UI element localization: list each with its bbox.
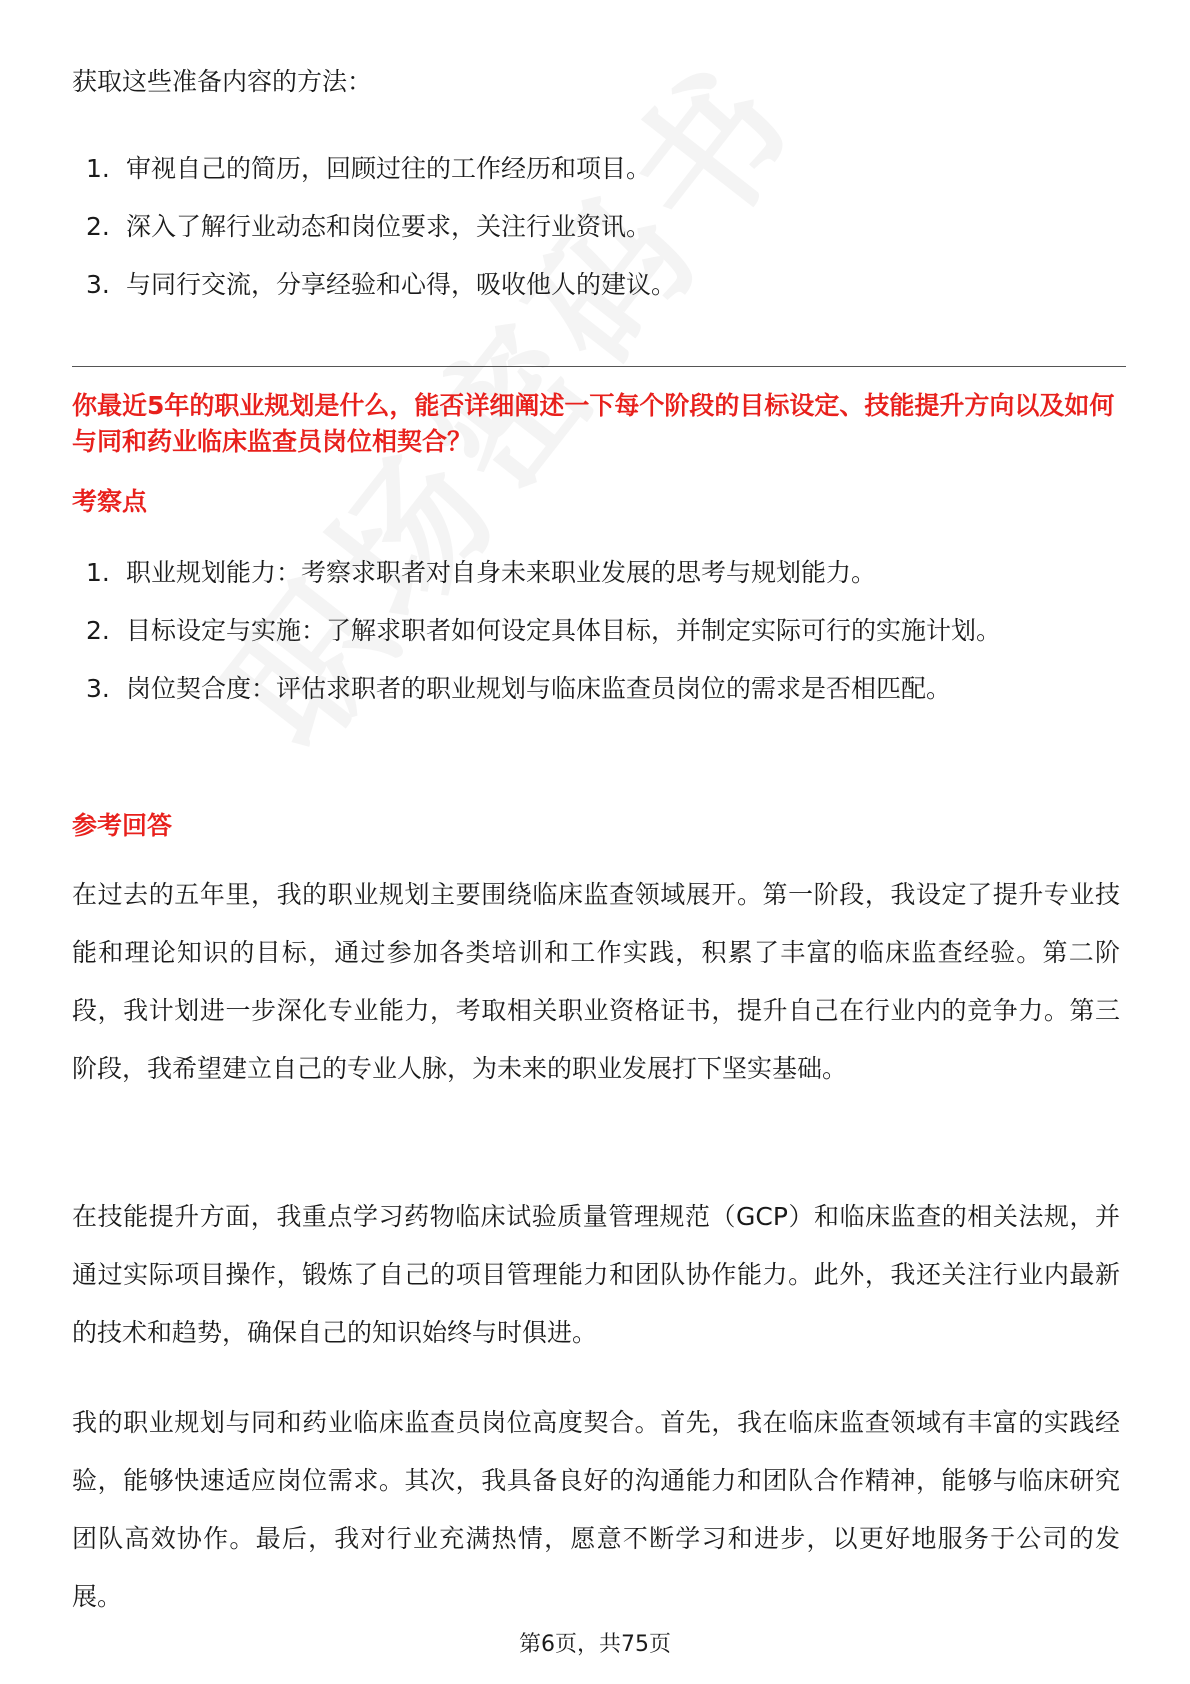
answer-paragraph: 在技能提升方面，我重点学习药物临床试验质量管理规范（GCP）和临床监查的相关法规，并通过实际项目操作，锻炼了自己的项目管理能力和团队协作能力。此外，我还关注行业内最新的技术和趋势，确保自己的知识始终与时俱进。 [72,1202,1120,1347]
list-item [72,602,1112,660]
methods-list [72,140,1112,314]
list-item-text: 审视自己的简历，回顾过往的工作经历和项目。 [126,154,652,183]
exam-points-list [72,544,1112,718]
list-item [72,140,1112,198]
answer-paragraph: 我的职业规划与同和药业临床监查员岗位高度契合。首先，我在临床监查领域有丰富的实践经验，能够快速适应岗位需求。其次，我具备良好的沟通能力和团队合作精神，能够与临床研究团队高效协作。最后，我对行业充满热情，愿意不断学习和进步，以更好地服务于公司的发展。 [72,1408,1120,1611]
list-item-text: 岗位契合度：评估求职者的职业规划与临床监查员岗位的需求是否相匹配。 [126,674,952,703]
list-item-text: 与同行交流，分享经验和心得，吸收他人的建议。 [126,270,677,299]
list-item [72,256,1112,314]
methods-intro: 获取这些准备内容的方法： [72,67,373,96]
list-number: 3. [86,270,110,299]
list-number: 3. [86,674,110,703]
list-item-text: 深入了解行业动态和岗位要求，关注行业资讯。 [126,212,652,241]
page-number-footer: 第6页，共75页 [519,1632,671,1657]
answer-paragraph: 在过去的五年里，我的职业规划主要围绕临床监查领域展开。第一阶段，我设定了提升专业技能和理论知识的目标，通过参加各类培训和工作实践，积累了丰富的临床监查经验。第二阶段，我计划进一步深化专业能力，考取相关职业资格证书，提升自己在行业内的竞争力。第三阶段，我希望建立自己的专业人脉，为未来的职业发展打下坚实基础。 [72,880,1120,1083]
list-item [72,660,1112,718]
list-number: 1. [86,558,110,587]
list-item [72,198,1112,256]
exam-points-heading: 考察点 [72,487,148,516]
list-item [72,544,1112,602]
section-divider [72,366,1126,367]
list-number: 1. [86,154,110,183]
list-item-text: 职业规划能力：考察求职者对自身未来职业发展的思考与规划能力。 [126,558,877,587]
answer-heading: 参考回答 [72,811,173,840]
list-number: 2. [86,616,110,645]
list-number: 2. [86,212,110,241]
list-item-text: 目标设定与实施：了解求职者如何设定具体目标，并制定实际可行的实施计划。 [126,616,1002,645]
interview-question: 你最近5年的职业规划是什么，能否详细阐述一下每个阶段的目标设定、技能提升方向以及如何与同和药业临床监查员岗位相契合？ [72,391,1115,456]
